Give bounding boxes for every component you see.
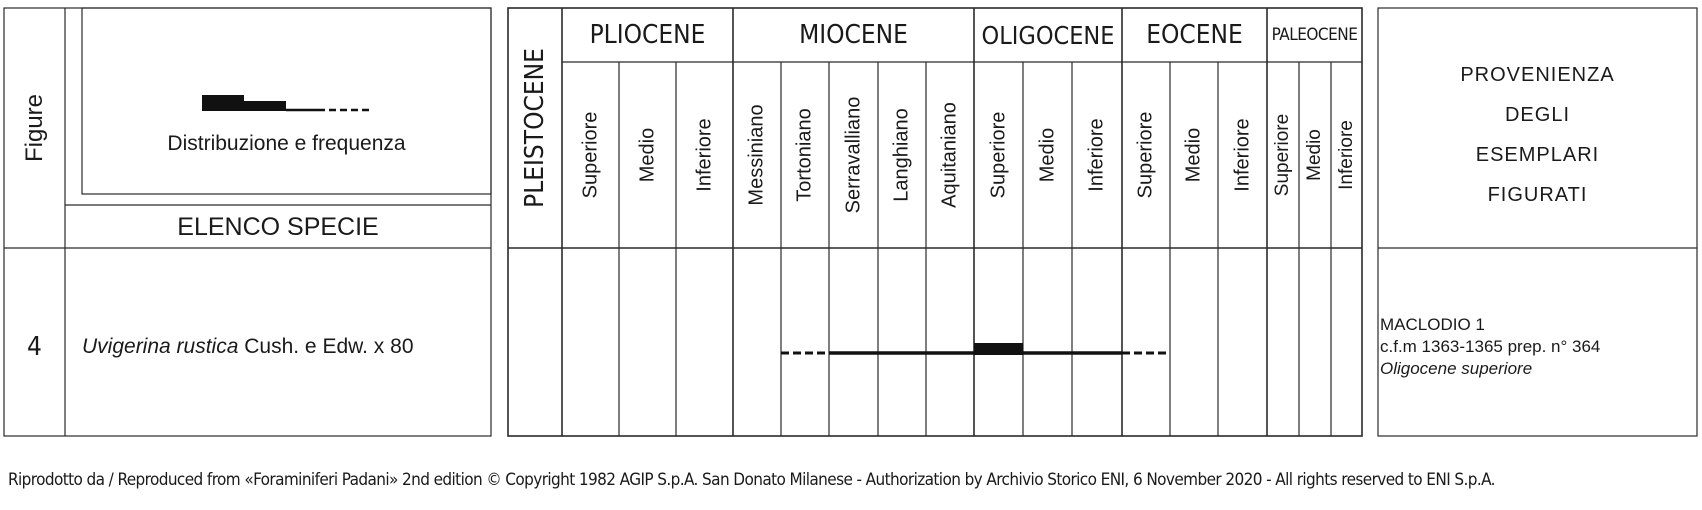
copyright-footer: Riprodotto da / Reproduced from «Foraminiferi Padani» 2nd edition © Copyright 1982 AGIP S.p.A. San Donato Milanese - Authorization by Archivio Storico ENI, 6 November 2020 - All rights reserved to ENI S.p.A. — [8, 470, 1495, 490]
epoch-miocene: MIOCENE — [799, 20, 908, 50]
stage-oligocene-superiore: Superiore — [987, 111, 1009, 199]
stage-tortoniano: Tortoniano — [793, 108, 816, 202]
stage-oligocene-medio: Medio — [1036, 127, 1058, 183]
stage-langhiano: Langhiano — [890, 108, 913, 202]
stage-aquitaniano: Aquitaniano — [938, 102, 961, 208]
provenance-header-line: FIGURATI — [1487, 184, 1588, 206]
stage-pliocene-superiore: Superiore — [579, 111, 601, 199]
provenance-header-line: ESEMPLARI — [1475, 144, 1600, 166]
stage-eocene-inferiore: Inferiore — [1231, 118, 1253, 192]
epoch-paleocene: PALEOCENE — [1271, 25, 1358, 45]
provenance-sample: c.f.m 1363-1365 prep. n° 364 — [1380, 337, 1601, 356]
species-author-magnification: Cush. e Edw. x 80 — [238, 335, 414, 358]
epoch-oligocene: OLIGOCENE — [981, 20, 1115, 50]
distribution-label: Distribuzione e frequenza — [167, 132, 406, 155]
figure-header: Figure — [20, 93, 48, 163]
figure-number: 4 — [27, 332, 42, 362]
stage-pliocene-medio: Medio — [636, 127, 658, 183]
epoch-eocene: EOCENE — [1146, 20, 1243, 50]
provenance-well: MACLODIO 1 — [1380, 315, 1485, 334]
stage-paleocene-medio: Medio — [1304, 129, 1325, 181]
stage-eocene-medio: Medio — [1182, 127, 1205, 183]
stage-paleocene-superiore: Superiore — [1272, 113, 1293, 197]
provenance-header-line: PROVENIENZA — [1460, 64, 1615, 86]
stage-eocene-superiore: Superiore — [1134, 111, 1157, 199]
provenance-age: Oligocene superiore — [1380, 359, 1533, 378]
provenance-entry — [1380, 314, 1697, 384]
stage-paleocene-inferiore: Inferiore — [1335, 120, 1357, 190]
species-binomial: Uvigerina rustica — [82, 335, 239, 358]
stage-oligocene-inferiore: Inferiore — [1085, 118, 1108, 192]
stage-serravalliano: Serravalliano — [842, 96, 864, 214]
epoch-pleistocene: PLEISTOCENE — [520, 48, 550, 208]
species-list-header: ELENCO SPECIE — [177, 212, 379, 241]
epoch-pliocene: PLIOCENE — [589, 20, 706, 50]
stage-messiniano: Messiniano — [745, 104, 768, 206]
stage-pliocene-inferiore: Inferiore — [693, 118, 715, 192]
provenance-header-line: DEGLI — [1504, 104, 1571, 126]
